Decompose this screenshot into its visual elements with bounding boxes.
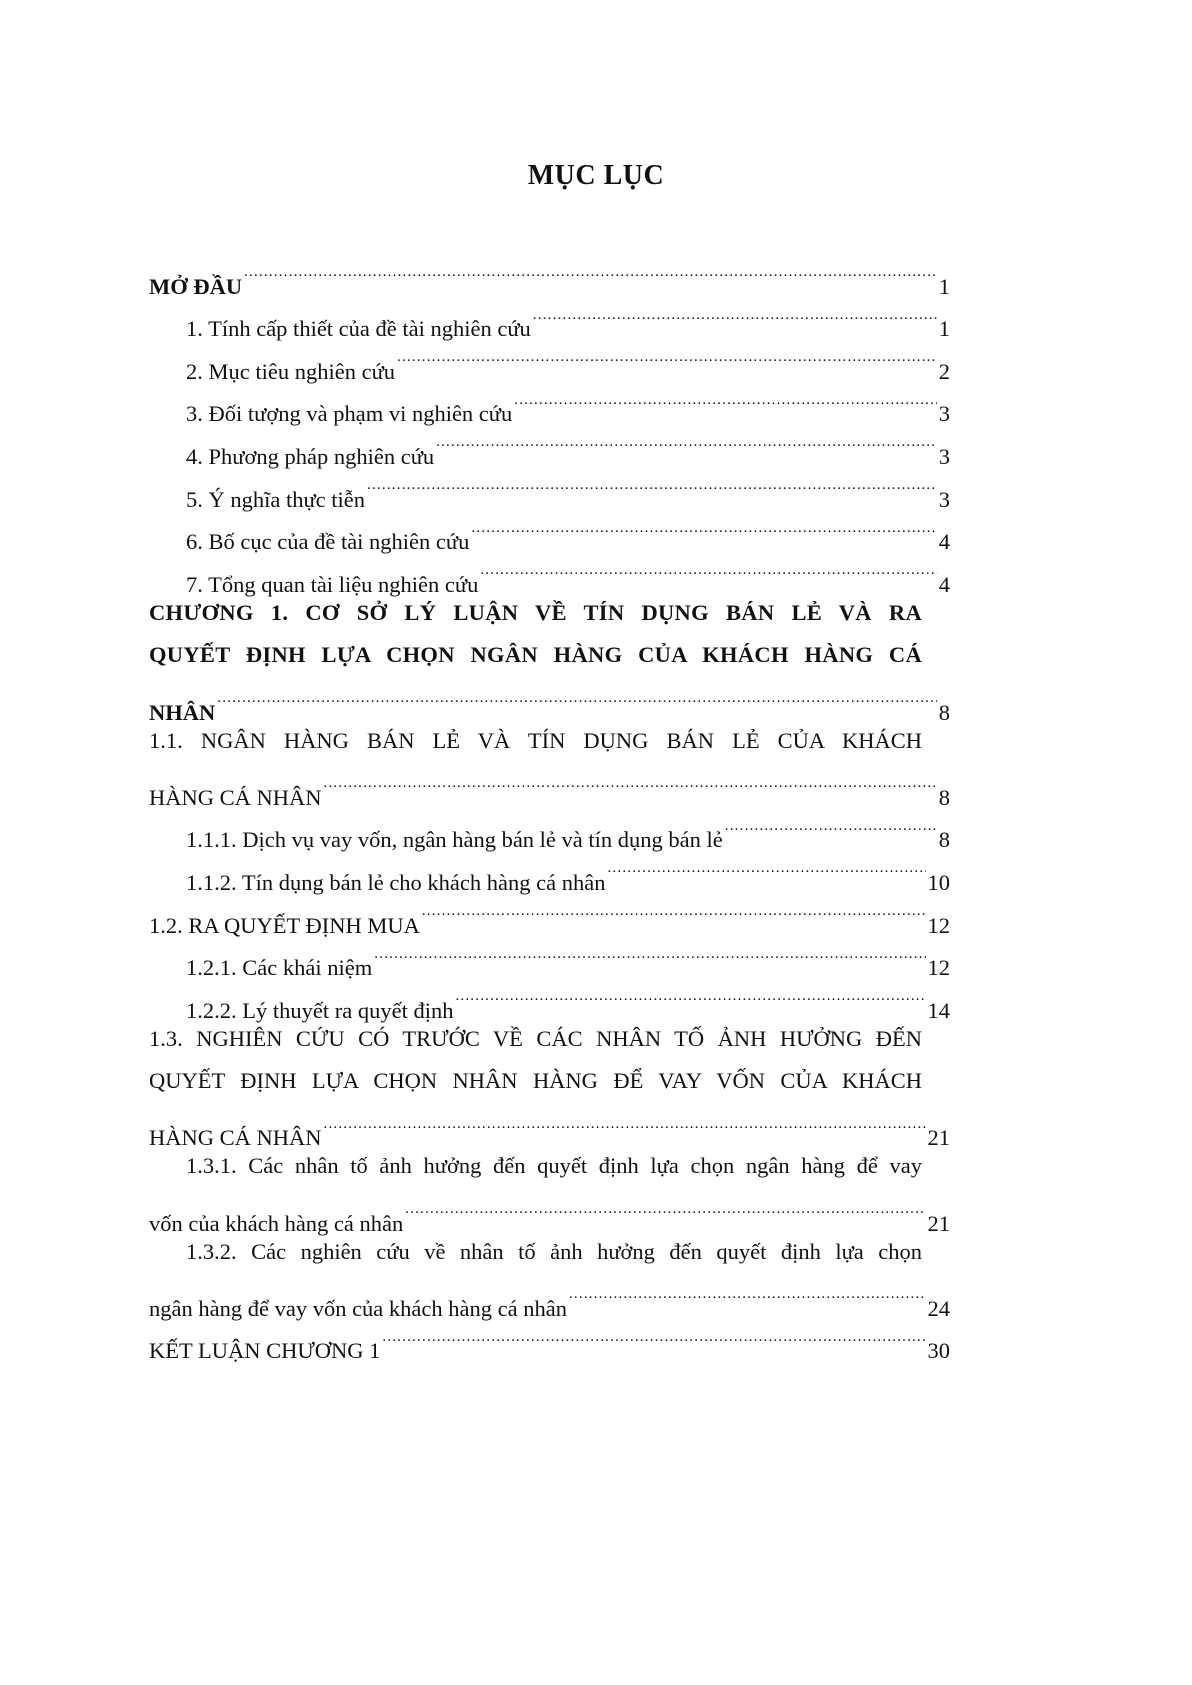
toc-page-number: 4 [938,571,950,597]
toc-entry-label: HÀNG CÁ NHÂN [149,784,322,810]
toc-entry-label: 7. Tổng quan tài liệu nghiên cứu [186,571,479,597]
toc-entry-label: HÀNG CÁ NHÂN [149,1125,322,1151]
toc-page-number: 3 [938,401,950,427]
toc-page-number: 1 [938,316,950,342]
dot-leader [397,336,937,379]
dot-leader [244,251,937,294]
dot-leader [569,1273,926,1316]
toc-page-number: 21 [927,1125,950,1151]
toc-entry-label: 6. Bố cục của đề tài nghiên cứu [186,529,470,555]
toc-entry-label: 3. Đối tượng và phạm vi nghiên cứu [186,401,513,427]
toc-page-number: 8 [938,784,950,810]
dot-leader [725,805,937,848]
toc-entry-label: 1.2.2. Lý thuyết ra quyết định [186,997,454,1023]
toc-entry-line: 1.3.2. Các nghiên cứu về nhân tố ảnh hưởng đến quyết định lựa chọn [186,1238,922,1264]
dot-leader [533,294,937,337]
toc-entry-line: QUYẾT ĐỊNH LỰA CHỌN NGÂN HÀNG CỦA KHÁCH HÀNG CÁ [149,642,922,668]
dot-leader [422,890,926,933]
toc-page-number: 24 [927,1295,950,1321]
toc-entry-label: 4. Phương pháp nghiên cứu [186,443,435,469]
toc-page-number: 3 [938,486,950,512]
toc-entry-label: 1.2.1. Các khái niệm [186,955,373,981]
dot-leader [324,1103,926,1146]
toc-entry-label: 1. Tính cấp thiết của đề tài nghiên cứu [186,316,531,342]
toc-page-number: 1 [938,273,950,299]
toc-entry-1-3-2[interactable] [149,1231,950,1321]
toc-entry-line: CHƯƠNG 1. CƠ SỞ LÝ LUẬN VỀ TÍN DỤNG BÁN LẺ VÀ RA [149,599,922,625]
dot-leader [405,1188,925,1231]
toc-entry-label: 1.2. RA QUYẾT ĐỊNH MUA [149,912,420,938]
toc-entry-mo-dau[interactable] [149,251,950,299]
toc-page-number: 3 [938,443,950,469]
toc-page-number: 2 [938,358,950,384]
toc-entry-label: ngân hàng để vay vốn của khách hàng cá nhân [149,1295,567,1321]
toc-entry-1-1[interactable] [149,720,950,810]
dot-leader [514,379,937,422]
toc-entry-label: KẾT LUẬN CHƯƠNG 1 [149,1338,381,1364]
toc-page-number: 12 [927,955,950,981]
dot-leader [374,933,925,976]
dot-leader [471,507,936,550]
dot-leader [382,1316,925,1359]
toc-page-number: 14 [927,997,950,1023]
toc-page-number: 10 [927,869,950,895]
toc-entry-line: 1.3. NGHIÊN CỨU CÓ TRƯỚC VỀ CÁC NHÂN TỐ ẢNH HƯỞNG ĐẾN [149,1025,922,1051]
toc-entry-label: 5. Ý nghĩa thực tiễn [186,486,366,512]
dot-leader [480,549,936,592]
toc-entry-label: NHÂN [149,699,216,725]
toc-entry-1-3[interactable] [149,1018,950,1151]
dot-leader [607,847,925,890]
table-of-contents [149,251,950,1364]
toc-entry-line: QUYẾT ĐỊNH LỰA CHỌN NHÂN HÀNG ĐỂ VAY VỐN CỦA KHÁCH [149,1068,922,1094]
toc-entry-1[interactable] [149,294,950,342]
toc-entry-line: 1.1. NGÂN HÀNG BÁN LẺ VÀ TÍN DỤNG BÁN LẺ CỦA KHÁCH [149,727,922,753]
toc-page-number: 8 [938,827,950,853]
toc-entry-label: MỞ ĐẦU [149,273,243,299]
toc-entry-label: 2. Mục tiêu nghiên cứu [186,358,396,384]
dot-leader [436,421,937,464]
toc-page-number: 12 [927,912,950,938]
toc-page-number: 8 [938,699,950,725]
toc-entry-label: vốn của khách hàng cá nhân [149,1210,404,1236]
page-title: MỤC LỤC [527,160,665,191]
toc-entry-label: 1.1.2. Tín dụng bán lẻ cho khách hàng cá nhân [186,869,606,895]
dot-leader [217,677,937,720]
toc-entry-1-3-1[interactable] [149,1145,950,1236]
dot-leader [367,464,937,507]
toc-entry-chuong-1[interactable] [149,592,950,725]
dot-leader [455,975,925,1018]
toc-page-number: 30 [927,1338,950,1364]
toc-page-number: 4 [938,529,950,555]
toc-entry-label: 1.1.1. Dịch vụ vay vốn, ngân hàng bán lẻ và tín dụng bán lẻ [186,827,723,853]
toc-entry-line: 1.3.1. Các nhân tố ảnh hưởng đến quyết định lựa chọn ngân hàng để vay [186,1153,922,1179]
toc-page-number: 21 [927,1210,950,1236]
dot-leader [324,762,937,805]
